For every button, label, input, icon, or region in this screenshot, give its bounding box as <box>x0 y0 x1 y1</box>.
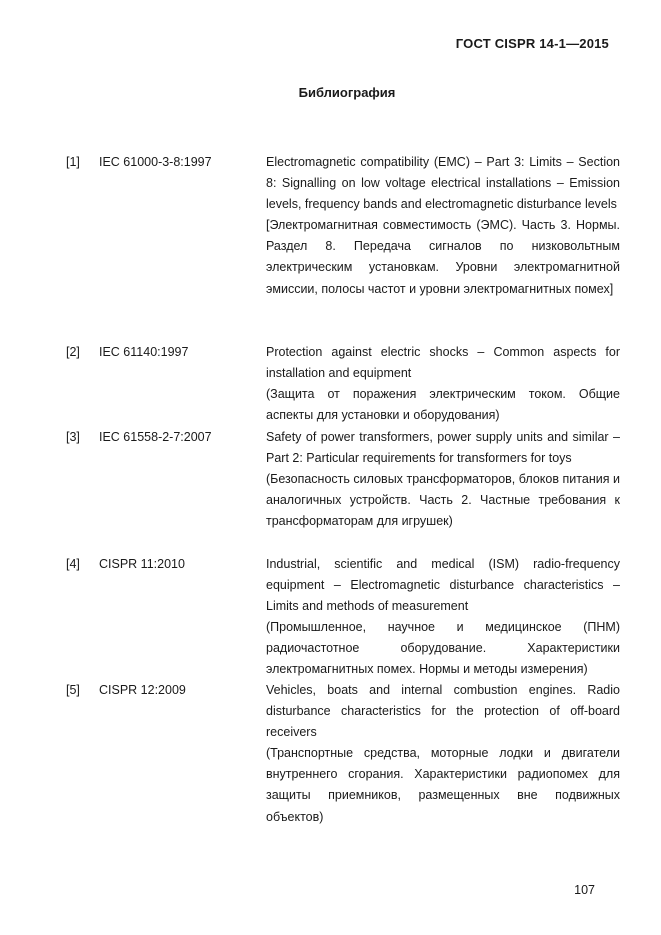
entry-description-ru: [Электромагнитная совместимость (ЭМС). Часть 3. Нормы. Раздел 8. Передача сигналов по низковольтным электрическим установкам. Уровни электромагнитной эмиссии, полосы частот и уровни электромагнитных помех] <box>266 218 620 296</box>
entry-description-en: Safety of power transformers, power supply units and similar – Part 2: Particular requirements for transformers for toys <box>266 430 620 466</box>
entry-number: [3] <box>66 430 80 444</box>
entry-description <box>266 152 620 300</box>
entry-number: [5] <box>66 683 80 697</box>
entry-description-ru: (Промышленное, научное и медицинское (ПНМ) радиочастотное оборудование. Характеристики электромагнитных помех. Нормы и методы измерения) <box>266 620 620 677</box>
page-number: 107 <box>574 883 595 897</box>
entry-description <box>266 680 620 828</box>
entry-reference: CISPR 11:2010 <box>99 557 185 571</box>
entry-reference: CISPR 12:2009 <box>99 683 186 697</box>
entry-description <box>266 554 620 681</box>
entry-description-en: Electromagnetic compatibility (EMC) – Part 3: Limits – Section 8: Signalling on low voltage electrical installations – Emission levels, frequency bands and electromagnetic disturbance levels <box>266 155 620 212</box>
standard-code-header: ГОСТ CISPR 14-1—2015 <box>455 36 609 51</box>
entry-number: [1] <box>66 155 80 169</box>
entry-description-en: Protection against electric shocks – Common aspects for installation and equipment <box>266 345 620 381</box>
entry-number: [2] <box>66 345 80 359</box>
entry-description-ru: (Транспортные средства, моторные лодки и двигатели внутреннего сгорания. Характеристики радиопомех для защиты приемников, размещенных вне подвижных объектов) <box>266 746 620 824</box>
entry-description-en: Vehicles, boats and internal combustion engines. Radio disturbance characteristics for the protection of off-board receivers <box>266 683 620 740</box>
bibliography-title: Библиография <box>298 85 396 100</box>
entry-description-ru: (Безопасность силовых трансформаторов, блоков питания и аналогичных устройств. Часть 2. Частные требования к трансформаторам для игрушек) <box>266 472 620 529</box>
entry-description-ru: (Защита от поражения электрическим током. Общие аспекты для установки и оборудования) <box>266 387 620 423</box>
entry-reference: IEC 61558-2-7:2007 <box>99 430 212 444</box>
entry-description <box>266 427 620 532</box>
entry-reference: IEC 61140:1997 <box>99 345 189 359</box>
entry-reference: IEC 61000-3-8:1997 <box>99 155 212 169</box>
entry-number: [4] <box>66 557 80 571</box>
entry-description <box>266 342 620 426</box>
entry-description-en: Industrial, scientific and medical (ISM) radio-frequency equipment – Electromagnetic disturbance characteristics – Limits and methods of measurement <box>266 557 620 614</box>
